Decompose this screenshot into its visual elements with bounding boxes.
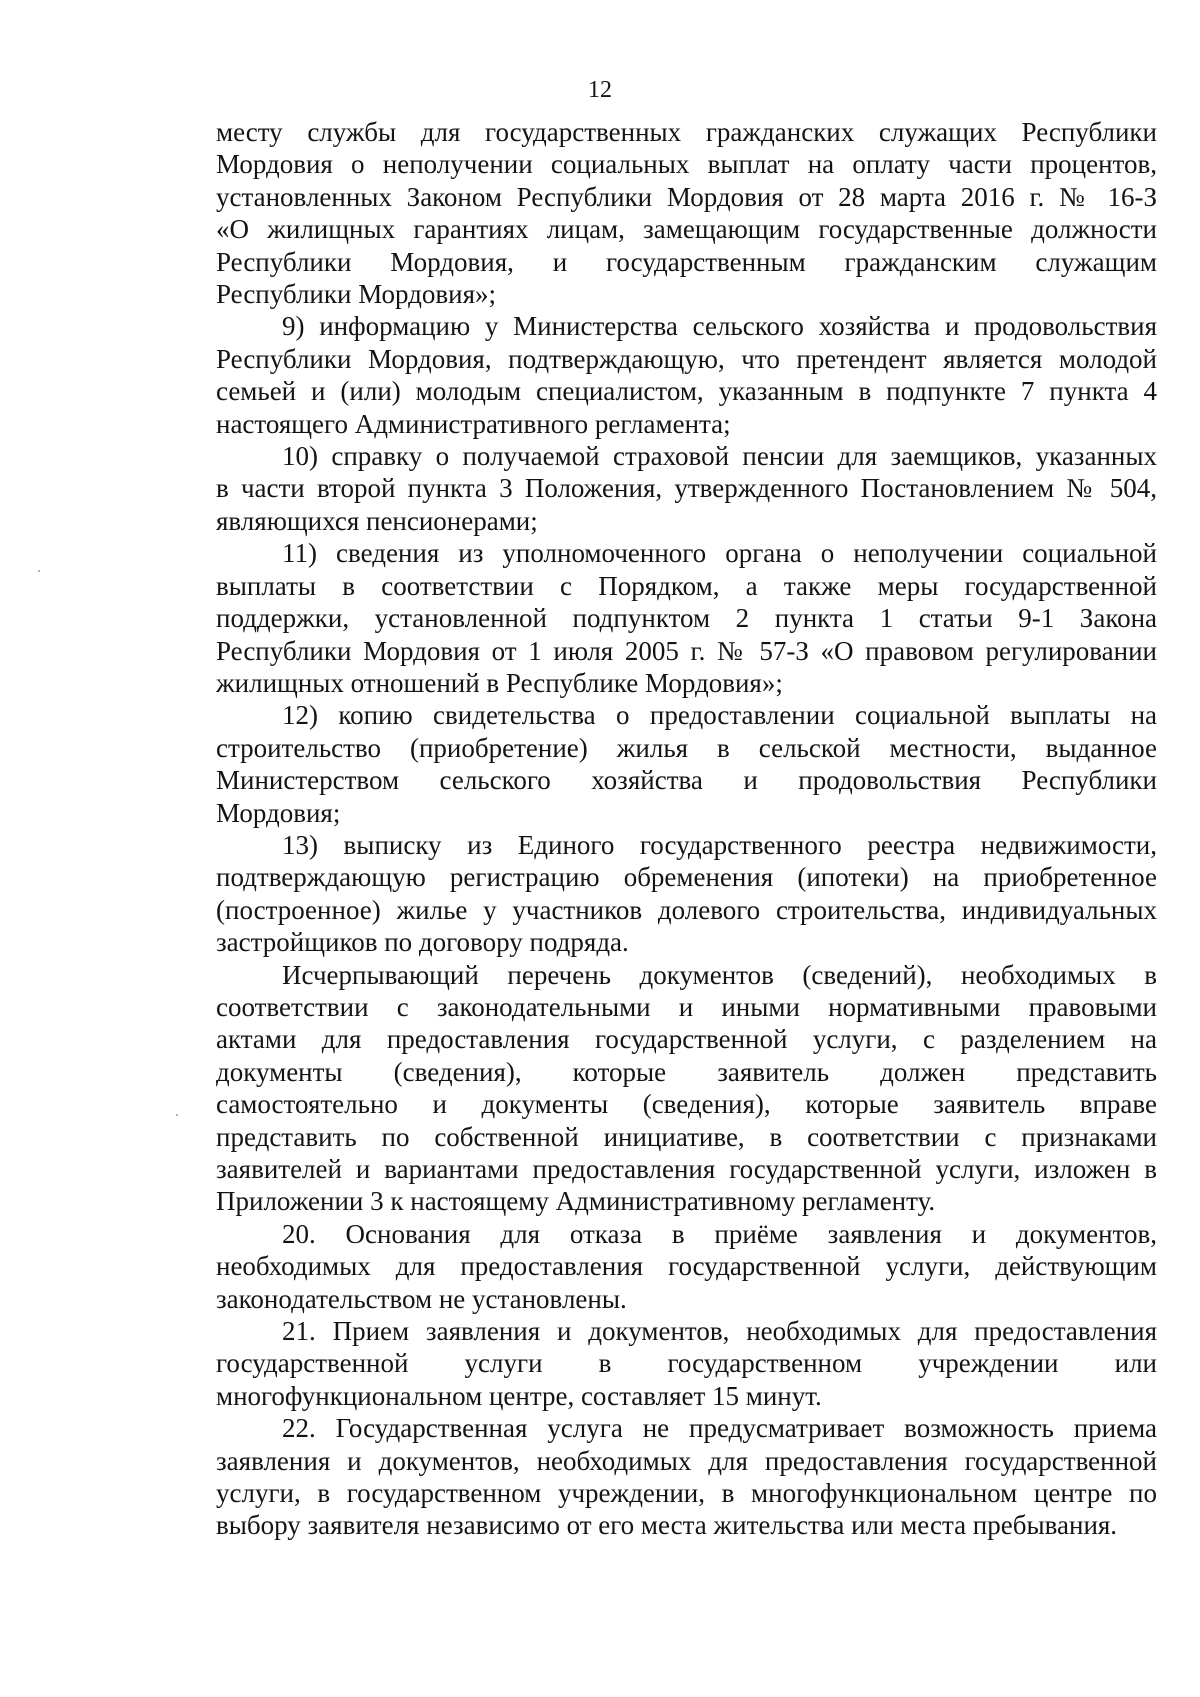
text-line: месту службы для государственных гражданских служащих Республики <box>216 117 1157 147</box>
text-line: 11) сведения из уполномоченного органа о неполучении социальной <box>282 538 1157 569</box>
text-line: услуги, в государственном учреждении, в многофункциональном центре по <box>216 1478 1157 1509</box>
text-line: заявителей и вариантами предоставления государственной услуги, изложен в <box>216 1154 1157 1184</box>
text-line: выплаты в соответствии с Порядком, а также меры государственной <box>216 570 1157 601</box>
text-line: Республики Мордовия, и государственным гражданским служащим <box>216 246 1157 277</box>
text-line: 13) выписку из Единого государственного реестра недвижимости, <box>282 829 1157 860</box>
text-line: Исчерпывающий перечень документов (сведений), необходимых в <box>282 959 1157 990</box>
text-line: подтверждающую регистрацию обременения (ипотеки) на приобретенное <box>216 862 1157 893</box>
text-line: самостоятельно и документы (сведения), которые заявитель вправе <box>216 1089 1157 1120</box>
paragraph <box>216 699 1157 829</box>
text-line: Министерством сельского хозяйства и продовольствия Республики <box>216 765 1157 796</box>
text-line: являющихся пенсионерами; <box>216 505 538 536</box>
text-line: 20. Основания для отказа в приёме заявления и документов, <box>282 1218 1157 1249</box>
page-number: 12 <box>588 77 612 103</box>
text-line: (построенное) жилье у участников долевого строительства, индивидуальных <box>216 894 1157 925</box>
text-line: заявления и документов, необходимых для предоставления государственной <box>216 1445 1157 1476</box>
text-line: государственной услуги в государственном учреждении или <box>216 1348 1157 1379</box>
paragraph <box>216 537 1157 699</box>
text-line: Республики Мордовия от 1 июля 2005 г. № 57-З «О правовом регулировании <box>216 635 1157 666</box>
paragraph <box>216 1218 1157 1315</box>
text-line: 21. Прием заявления и документов, необходимых для предоставления <box>282 1316 1157 1347</box>
paragraph <box>216 1412 1157 1542</box>
paragraph <box>216 440 1157 537</box>
text-line: настоящего Административного регламента; <box>216 408 731 439</box>
text-line: жилищных отношений в Республике Мордовия»; <box>216 667 783 698</box>
paragraph <box>216 959 1157 1218</box>
text-line: выбору заявителя независимо от его места жительства или места пребывания. <box>216 1510 1118 1541</box>
text-line: 12) копию свидетельства о предоставлении социальной выплаты на <box>282 700 1157 731</box>
paragraph <box>216 1315 1157 1412</box>
text-line: семьей и (или) молодым специалистом, указанным в подпункте 7 пункта 4 <box>216 376 1157 407</box>
text-line: актами для предоставления государственной услуги, с разделением на <box>216 1024 1157 1055</box>
text-line: установленных Законом Республики Мордовия от 28 марта 2016 г. № 16-З <box>216 181 1157 212</box>
text-line: застройщиков по договору подряда. <box>216 927 629 958</box>
text-line: поддержки, установленной подпунктом 2 пункта 1 статьи 9-1 Закона <box>216 603 1157 634</box>
text-line: 9) информацию у Министерства сельского хозяйства и продовольствия <box>282 311 1157 342</box>
text-line: необходимых для предоставления государственной услуги, действующим <box>216 1251 1157 1282</box>
paragraph <box>216 116 1157 310</box>
paragraph <box>216 829 1157 959</box>
text-line: «О жилищных гарантиях лицам, замещающим государственные должности <box>216 214 1157 245</box>
text-line: 22. Государственная услуга не предусматривает возможность приема <box>282 1413 1157 1444</box>
text-line: Республики Мордовия, подтверждающую, что претендент является молодой <box>216 343 1157 374</box>
paragraph <box>216 310 1157 440</box>
text-line: законодательством не установлены. <box>216 1283 627 1314</box>
text-line: 10) справку о получаемой страховой пенсии для заемщиков, указанных <box>282 441 1157 472</box>
text-line: Мордовия о неполучении социальных выплат на оплату части процентов, <box>216 149 1157 180</box>
text-line: Республики Мордовия»; <box>216 279 497 310</box>
text-line: в части второй пункта 3 Положения, утвержденного Постановлением № 504, <box>216 473 1157 504</box>
text-line: Мордовия; <box>216 797 341 828</box>
text-line: представить по собственной инициативе, в соответствии с признаками <box>216 1121 1157 1152</box>
text-line: соответствии с законодательными и иными нормативными правовыми <box>216 991 1157 1022</box>
text-line: документы (сведения), которые заявитель должен представить <box>216 1056 1157 1087</box>
document-body <box>216 116 1157 1542</box>
scan-speck <box>176 1114 178 1116</box>
text-line: строительство (приобретение) жилья в сельской местности, выданное <box>216 732 1157 763</box>
text-line: многофункциональном центре, составляет 15 минут. <box>216 1380 822 1411</box>
text-line: Приложении 3 к настоящему Административному регламенту. <box>216 1186 936 1217</box>
scan-speck <box>38 570 40 572</box>
